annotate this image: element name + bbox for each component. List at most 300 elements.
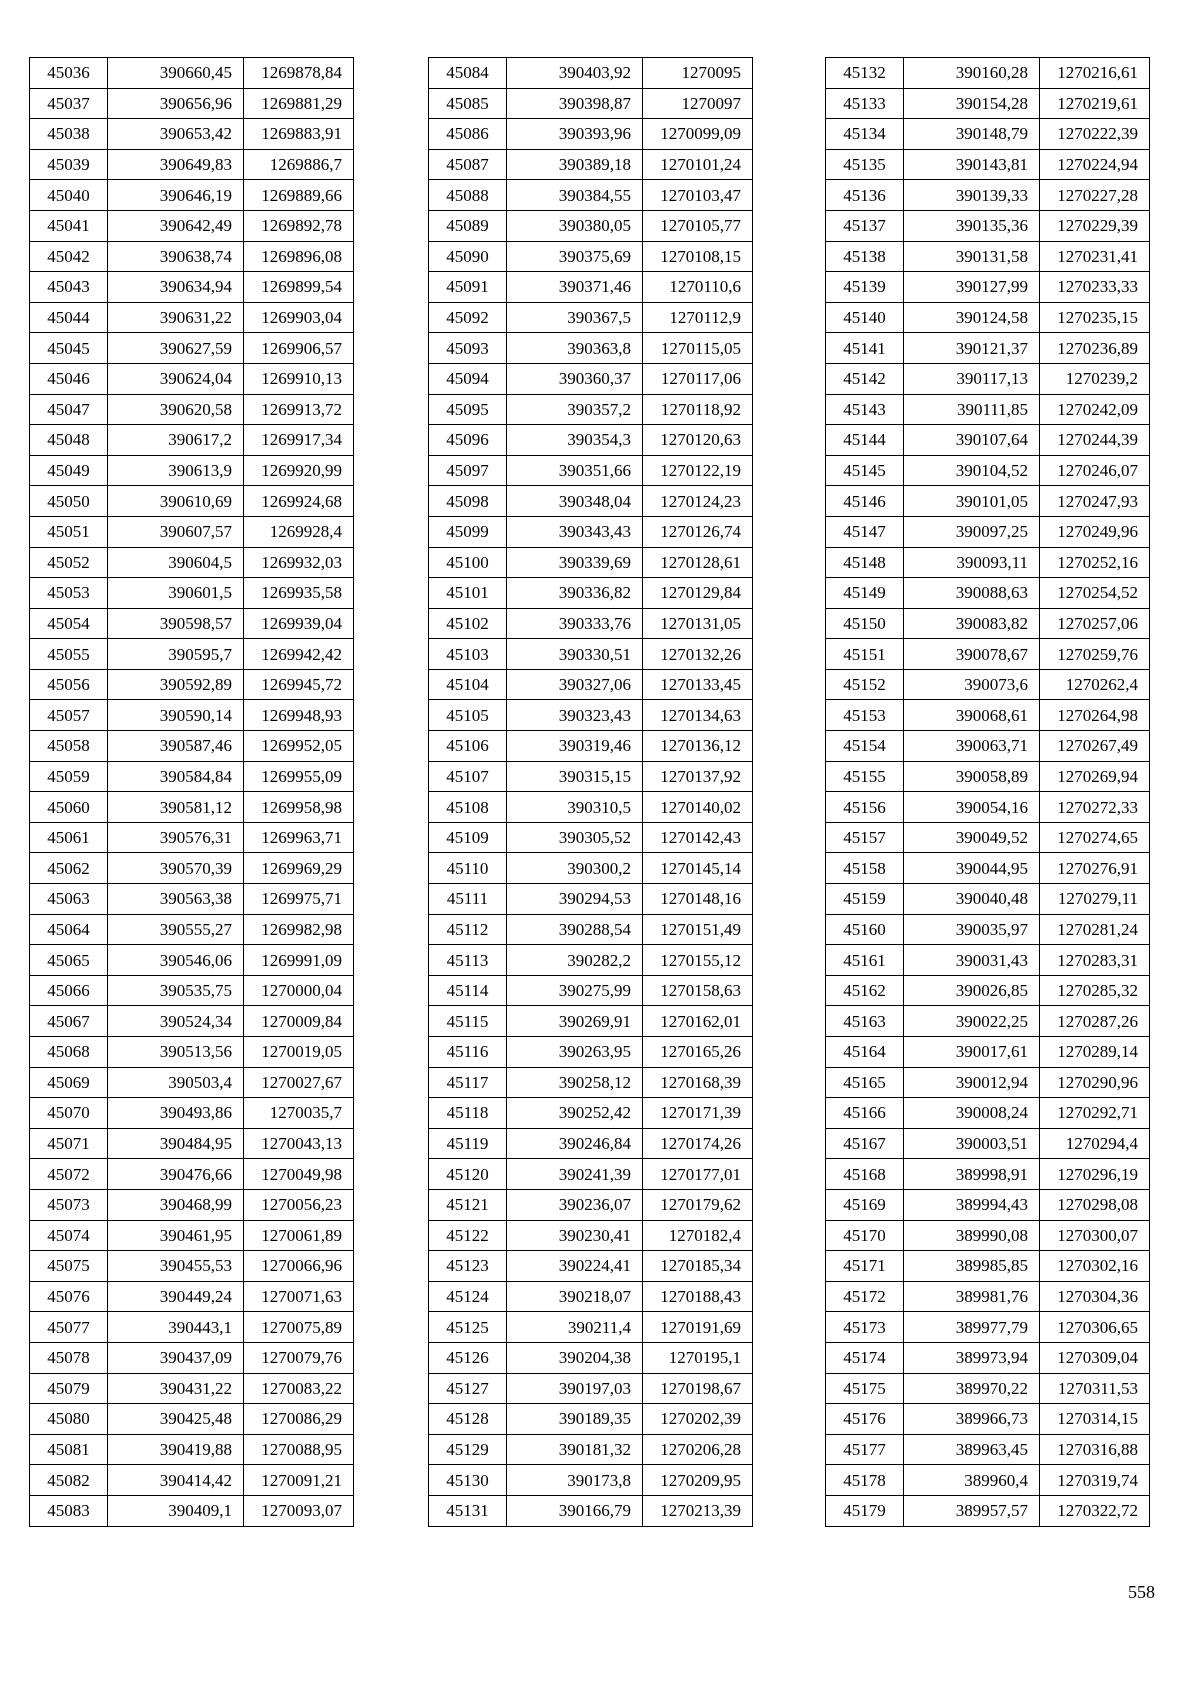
table-row [429, 1006, 753, 1037]
table-row [429, 119, 753, 150]
point-number-cell: 45147 [826, 516, 904, 547]
x-coordinate-cell: 390380,05 [507, 210, 643, 241]
table-row [826, 1251, 1150, 1282]
y-coordinate-cell: 1269948,93 [244, 700, 354, 731]
point-number-cell: 45179 [826, 1495, 904, 1526]
x-coordinate-cell: 390449,24 [108, 1281, 244, 1312]
y-coordinate-cell: 1270145,14 [643, 853, 753, 884]
point-number-cell: 45065 [30, 945, 108, 976]
y-coordinate-cell: 1270179,62 [643, 1189, 753, 1220]
y-coordinate-cell: 1269958,98 [244, 792, 354, 823]
x-coordinate-cell: 390617,2 [108, 425, 244, 456]
y-coordinate-cell: 1270206,28 [643, 1434, 753, 1465]
table-row [826, 210, 1150, 241]
table-row [826, 884, 1150, 915]
table-row [826, 945, 1150, 976]
x-coordinate-cell: 390613,9 [108, 455, 244, 486]
point-number-cell: 45161 [826, 945, 904, 976]
point-number-cell: 45050 [30, 486, 108, 517]
x-coordinate-cell: 390008,24 [904, 1098, 1040, 1129]
table-row [30, 1404, 354, 1435]
table-row [30, 792, 354, 823]
point-number-cell: 45102 [429, 608, 507, 639]
y-coordinate-cell: 1270244,39 [1040, 425, 1150, 456]
table-row [826, 731, 1150, 762]
table-row [826, 639, 1150, 670]
table-row [30, 639, 354, 670]
y-coordinate-cell: 1270124,23 [643, 486, 753, 517]
point-number-cell: 45096 [429, 425, 507, 456]
y-coordinate-cell: 1270290,96 [1040, 1067, 1150, 1098]
point-number-cell: 45134 [826, 119, 904, 150]
x-coordinate-cell: 390443,1 [108, 1312, 244, 1343]
point-number-cell: 45056 [30, 669, 108, 700]
y-coordinate-cell: 1270142,43 [643, 822, 753, 853]
y-coordinate-cell: 1269903,04 [244, 302, 354, 333]
point-number-cell: 45168 [826, 1159, 904, 1190]
point-number-cell: 45111 [429, 884, 507, 915]
point-number-cell: 45059 [30, 761, 108, 792]
y-coordinate-cell: 1270101,24 [643, 149, 753, 180]
y-coordinate-cell: 1270195,1 [643, 1342, 753, 1373]
y-coordinate-cell: 1270222,39 [1040, 119, 1150, 150]
point-number-cell: 45108 [429, 792, 507, 823]
y-coordinate-cell: 1270254,52 [1040, 578, 1150, 609]
table-row [30, 180, 354, 211]
y-coordinate-cell: 1270188,43 [643, 1281, 753, 1312]
x-coordinate-cell: 390160,28 [904, 58, 1040, 89]
point-number-cell: 45081 [30, 1434, 108, 1465]
x-coordinate-cell: 390143,81 [904, 149, 1040, 180]
table-row [826, 1006, 1150, 1037]
point-number-cell: 45067 [30, 1006, 108, 1037]
table-row [30, 1251, 354, 1282]
point-number-cell: 45137 [826, 210, 904, 241]
x-coordinate-cell: 390468,99 [108, 1189, 244, 1220]
page-number: 558 [1128, 1582, 1155, 1602]
y-coordinate-cell: 1270311,53 [1040, 1373, 1150, 1404]
point-number-cell: 45047 [30, 394, 108, 425]
x-coordinate-cell: 390315,15 [507, 761, 643, 792]
table-row [429, 1098, 753, 1129]
point-number-cell: 45043 [30, 272, 108, 303]
table-row [826, 119, 1150, 150]
x-coordinate-cell: 390035,97 [904, 914, 1040, 945]
x-coordinate-cell: 390330,51 [507, 639, 643, 670]
point-number-cell: 45160 [826, 914, 904, 945]
x-coordinate-cell: 389981,76 [904, 1281, 1040, 1312]
y-coordinate-cell: 1270316,88 [1040, 1434, 1150, 1465]
x-coordinate-cell: 390288,54 [507, 914, 643, 945]
y-coordinate-cell: 1270185,34 [643, 1251, 753, 1282]
x-coordinate-cell: 390653,42 [108, 119, 244, 150]
table-row [429, 302, 753, 333]
point-number-cell: 45117 [429, 1067, 507, 1098]
y-coordinate-cell: 1270242,09 [1040, 394, 1150, 425]
x-coordinate-cell: 390555,27 [108, 914, 244, 945]
table-row [429, 914, 753, 945]
point-number-cell: 45048 [30, 425, 108, 456]
table-row [30, 853, 354, 884]
point-number-cell: 45152 [826, 669, 904, 700]
y-coordinate-cell: 1270075,89 [244, 1312, 354, 1343]
table-row [429, 1465, 753, 1496]
table-row [429, 884, 753, 915]
point-number-cell: 45127 [429, 1373, 507, 1404]
x-coordinate-cell: 389994,43 [904, 1189, 1040, 1220]
x-coordinate-cell: 390088,63 [904, 578, 1040, 609]
table-row [429, 272, 753, 303]
point-number-cell: 45138 [826, 241, 904, 272]
x-coordinate-cell: 390493,86 [108, 1098, 244, 1129]
point-number-cell: 45091 [429, 272, 507, 303]
point-number-cell: 45164 [826, 1037, 904, 1068]
table-row [826, 425, 1150, 456]
point-number-cell: 45078 [30, 1342, 108, 1373]
y-coordinate-cell: 1270249,96 [1040, 516, 1150, 547]
table-row [429, 1159, 753, 1190]
y-coordinate-cell: 1269969,29 [244, 853, 354, 884]
table-row [826, 1159, 1150, 1190]
table-row [30, 88, 354, 119]
point-number-cell: 45075 [30, 1251, 108, 1282]
y-coordinate-cell: 1270071,63 [244, 1281, 354, 1312]
y-coordinate-cell: 1270137,92 [643, 761, 753, 792]
y-coordinate-cell: 1270095 [643, 58, 753, 89]
y-coordinate-cell: 1270103,47 [643, 180, 753, 211]
point-number-cell: 45101 [429, 578, 507, 609]
table-row [826, 180, 1150, 211]
point-number-cell: 45119 [429, 1128, 507, 1159]
table-row [826, 486, 1150, 517]
x-coordinate-cell: 390104,52 [904, 455, 1040, 486]
table-row [30, 210, 354, 241]
x-coordinate-cell: 390590,14 [108, 700, 244, 731]
y-coordinate-cell: 1270136,12 [643, 731, 753, 762]
point-number-cell: 45146 [826, 486, 904, 517]
x-coordinate-cell: 390124,58 [904, 302, 1040, 333]
x-coordinate-cell: 390649,83 [108, 149, 244, 180]
y-coordinate-cell: 1270091,21 [244, 1465, 354, 1496]
x-coordinate-cell: 390638,74 [108, 241, 244, 272]
x-coordinate-cell: 390484,95 [108, 1128, 244, 1159]
table-row [826, 333, 1150, 364]
table-row [429, 180, 753, 211]
table-row [30, 1220, 354, 1251]
point-number-cell: 45128 [429, 1404, 507, 1435]
table-row [30, 302, 354, 333]
y-coordinate-cell: 1270302,16 [1040, 1251, 1150, 1282]
table-row [30, 547, 354, 578]
table-row [429, 853, 753, 884]
point-number-cell: 45123 [429, 1251, 507, 1282]
x-coordinate-cell: 390656,96 [108, 88, 244, 119]
point-number-cell: 45153 [826, 700, 904, 731]
x-coordinate-cell: 390398,87 [507, 88, 643, 119]
y-coordinate-cell: 1269945,72 [244, 669, 354, 700]
table-row [429, 669, 753, 700]
table-row [30, 1281, 354, 1312]
table-row [30, 425, 354, 456]
point-number-cell: 45135 [826, 149, 904, 180]
y-coordinate-cell: 1269982,98 [244, 914, 354, 945]
table-row [30, 700, 354, 731]
y-coordinate-cell: 1270239,2 [1040, 363, 1150, 394]
table-row [429, 578, 753, 609]
point-number-cell: 45110 [429, 853, 507, 884]
x-coordinate-cell: 389985,85 [904, 1251, 1040, 1282]
x-coordinate-cell: 390351,66 [507, 455, 643, 486]
table-row [429, 975, 753, 1006]
y-coordinate-cell: 1270283,31 [1040, 945, 1150, 976]
x-coordinate-cell: 390327,06 [507, 669, 643, 700]
x-coordinate-cell: 389957,57 [904, 1495, 1040, 1526]
table-row [429, 88, 753, 119]
x-coordinate-cell: 390437,09 [108, 1342, 244, 1373]
point-number-cell: 45132 [826, 58, 904, 89]
table-row [826, 1128, 1150, 1159]
x-coordinate-cell: 390419,88 [108, 1434, 244, 1465]
x-coordinate-cell: 390063,71 [904, 731, 1040, 762]
y-coordinate-cell: 1269899,54 [244, 272, 354, 303]
x-coordinate-cell: 390310,5 [507, 792, 643, 823]
x-coordinate-cell: 390131,58 [904, 241, 1040, 272]
point-number-cell: 45176 [826, 1404, 904, 1435]
x-coordinate-cell: 390107,64 [904, 425, 1040, 456]
table-row [30, 241, 354, 272]
x-coordinate-cell: 390425,48 [108, 1404, 244, 1435]
point-number-cell: 45156 [826, 792, 904, 823]
table-row [826, 1373, 1150, 1404]
table-row [429, 1128, 753, 1159]
y-coordinate-cell: 1270306,65 [1040, 1312, 1150, 1343]
x-coordinate-cell: 390305,52 [507, 822, 643, 853]
y-coordinate-cell: 1270049,98 [244, 1159, 354, 1190]
y-coordinate-cell: 1270257,06 [1040, 608, 1150, 639]
x-coordinate-cell: 390026,85 [904, 975, 1040, 1006]
y-coordinate-cell: 1269917,34 [244, 425, 354, 456]
table-row [30, 516, 354, 547]
x-coordinate-cell: 390246,84 [507, 1128, 643, 1159]
point-number-cell: 45053 [30, 578, 108, 609]
x-coordinate-cell: 390139,33 [904, 180, 1040, 211]
table-row [30, 1465, 354, 1496]
x-coordinate-cell: 390403,92 [507, 58, 643, 89]
point-number-cell: 45037 [30, 88, 108, 119]
point-number-cell: 45087 [429, 149, 507, 180]
table-row [826, 975, 1150, 1006]
table-row [826, 1465, 1150, 1496]
table-row [429, 394, 753, 425]
point-number-cell: 45054 [30, 608, 108, 639]
y-coordinate-cell: 1269881,29 [244, 88, 354, 119]
x-coordinate-cell: 390003,51 [904, 1128, 1040, 1159]
x-coordinate-cell: 390592,89 [108, 669, 244, 700]
y-coordinate-cell: 1270272,33 [1040, 792, 1150, 823]
point-number-cell: 45082 [30, 1465, 108, 1496]
point-number-cell: 45036 [30, 58, 108, 89]
table-row [429, 945, 753, 976]
x-coordinate-cell: 390073,6 [904, 669, 1040, 700]
x-coordinate-cell: 390068,61 [904, 700, 1040, 731]
y-coordinate-cell: 1269878,84 [244, 58, 354, 89]
point-number-cell: 45092 [429, 302, 507, 333]
point-number-cell: 45166 [826, 1098, 904, 1129]
point-number-cell: 45124 [429, 1281, 507, 1312]
table-row [826, 149, 1150, 180]
y-coordinate-cell: 1269932,03 [244, 547, 354, 578]
x-coordinate-cell: 390294,53 [507, 884, 643, 915]
table-row [429, 1373, 753, 1404]
point-number-cell: 45125 [429, 1312, 507, 1343]
table-row [429, 210, 753, 241]
y-coordinate-cell: 1270209,95 [643, 1465, 753, 1496]
x-coordinate-cell: 390197,03 [507, 1373, 643, 1404]
y-coordinate-cell: 1270236,89 [1040, 333, 1150, 364]
y-coordinate-cell: 1270259,76 [1040, 639, 1150, 670]
y-coordinate-cell: 1270314,15 [1040, 1404, 1150, 1435]
point-number-cell: 45151 [826, 639, 904, 670]
point-number-cell: 45040 [30, 180, 108, 211]
table-row [429, 486, 753, 517]
x-coordinate-cell: 390166,79 [507, 1495, 643, 1526]
y-coordinate-cell: 1269955,09 [244, 761, 354, 792]
table-row [826, 88, 1150, 119]
table-row [429, 792, 753, 823]
x-coordinate-cell: 390384,55 [507, 180, 643, 211]
y-coordinate-cell: 1270088,95 [244, 1434, 354, 1465]
point-number-cell: 45130 [429, 1465, 507, 1496]
y-coordinate-cell: 1270066,96 [244, 1251, 354, 1282]
table-row [429, 1037, 753, 1068]
y-coordinate-cell: 1270322,72 [1040, 1495, 1150, 1526]
table-row [30, 1342, 354, 1373]
y-coordinate-cell: 1270128,61 [643, 547, 753, 578]
point-number-cell: 45057 [30, 700, 108, 731]
y-coordinate-cell: 1270148,16 [643, 884, 753, 915]
y-coordinate-cell: 1270083,22 [244, 1373, 354, 1404]
point-number-cell: 45150 [826, 608, 904, 639]
x-coordinate-cell: 390336,82 [507, 578, 643, 609]
x-coordinate-cell: 390624,04 [108, 363, 244, 394]
table-row [30, 1006, 354, 1037]
y-coordinate-cell: 1270097 [643, 88, 753, 119]
x-coordinate-cell: 390393,96 [507, 119, 643, 150]
y-coordinate-cell: 1270177,01 [643, 1159, 753, 1190]
y-coordinate-cell: 1270267,49 [1040, 731, 1150, 762]
table-row [429, 516, 753, 547]
y-coordinate-cell: 1270165,26 [643, 1037, 753, 1068]
y-coordinate-cell: 1270294,4 [1040, 1128, 1150, 1159]
point-number-cell: 45121 [429, 1189, 507, 1220]
y-coordinate-cell: 1270262,4 [1040, 669, 1150, 700]
table-row [826, 516, 1150, 547]
x-coordinate-cell: 390503,4 [108, 1067, 244, 1098]
y-coordinate-cell: 1270117,06 [643, 363, 753, 394]
y-coordinate-cell: 1270120,63 [643, 425, 753, 456]
table-row [30, 455, 354, 486]
point-number-cell: 45116 [429, 1037, 507, 1068]
table-row [826, 1220, 1150, 1251]
table-row [30, 333, 354, 364]
table-row [826, 1495, 1150, 1526]
x-coordinate-cell: 390121,37 [904, 333, 1040, 364]
x-coordinate-cell: 390595,7 [108, 639, 244, 670]
x-coordinate-cell: 390610,69 [108, 486, 244, 517]
table-row [429, 425, 753, 456]
y-coordinate-cell: 1270246,07 [1040, 455, 1150, 486]
x-coordinate-cell: 390154,28 [904, 88, 1040, 119]
coordinate-table-2 [428, 57, 753, 1527]
point-number-cell: 45112 [429, 914, 507, 945]
x-coordinate-cell: 390389,18 [507, 149, 643, 180]
point-number-cell: 45086 [429, 119, 507, 150]
y-coordinate-cell: 1269920,99 [244, 455, 354, 486]
point-number-cell: 45109 [429, 822, 507, 853]
point-number-cell: 45062 [30, 853, 108, 884]
y-coordinate-cell: 1270019,05 [244, 1037, 354, 1068]
x-coordinate-cell: 390189,35 [507, 1404, 643, 1435]
point-number-cell: 45098 [429, 486, 507, 517]
table-row [429, 149, 753, 180]
y-coordinate-cell: 1270126,74 [643, 516, 753, 547]
y-coordinate-cell: 1270289,14 [1040, 1037, 1150, 1068]
y-coordinate-cell: 1270171,39 [643, 1098, 753, 1129]
x-coordinate-cell: 389966,73 [904, 1404, 1040, 1435]
point-number-cell: 45145 [826, 455, 904, 486]
table-row [30, 58, 354, 89]
y-coordinate-cell: 1270112,9 [643, 302, 753, 333]
x-coordinate-cell: 390241,39 [507, 1159, 643, 1190]
x-coordinate-cell: 390211,4 [507, 1312, 643, 1343]
x-coordinate-cell: 390607,57 [108, 516, 244, 547]
x-coordinate-cell: 390300,2 [507, 853, 643, 884]
x-coordinate-cell: 390476,66 [108, 1159, 244, 1190]
point-number-cell: 45122 [429, 1220, 507, 1251]
point-number-cell: 45073 [30, 1189, 108, 1220]
y-coordinate-cell: 1269963,71 [244, 822, 354, 853]
x-coordinate-cell: 390263,95 [507, 1037, 643, 1068]
x-coordinate-cell: 390258,12 [507, 1067, 643, 1098]
table-row [826, 669, 1150, 700]
table-row [30, 394, 354, 425]
y-coordinate-cell: 1270174,26 [643, 1128, 753, 1159]
x-coordinate-cell: 390252,42 [507, 1098, 643, 1129]
point-number-cell: 45052 [30, 547, 108, 578]
y-coordinate-cell: 1270079,76 [244, 1342, 354, 1373]
point-number-cell: 45144 [826, 425, 904, 456]
table-row [429, 731, 753, 762]
x-coordinate-cell: 390584,84 [108, 761, 244, 792]
point-number-cell: 45066 [30, 975, 108, 1006]
table-row [30, 1495, 354, 1526]
y-coordinate-cell: 1270274,65 [1040, 822, 1150, 853]
y-coordinate-cell: 1270162,01 [643, 1006, 753, 1037]
table-row [826, 363, 1150, 394]
table-row [30, 731, 354, 762]
y-coordinate-cell: 1270151,49 [643, 914, 753, 945]
table-row [429, 547, 753, 578]
y-coordinate-cell: 1269892,78 [244, 210, 354, 241]
table-row [429, 241, 753, 272]
point-number-cell: 45158 [826, 853, 904, 884]
table-row [30, 1189, 354, 1220]
y-coordinate-cell: 1270287,26 [1040, 1006, 1150, 1037]
y-coordinate-cell: 1270292,71 [1040, 1098, 1150, 1129]
y-coordinate-cell: 1270035,7 [244, 1098, 354, 1129]
x-coordinate-cell: 389960,4 [904, 1465, 1040, 1496]
x-coordinate-cell: 390083,82 [904, 608, 1040, 639]
